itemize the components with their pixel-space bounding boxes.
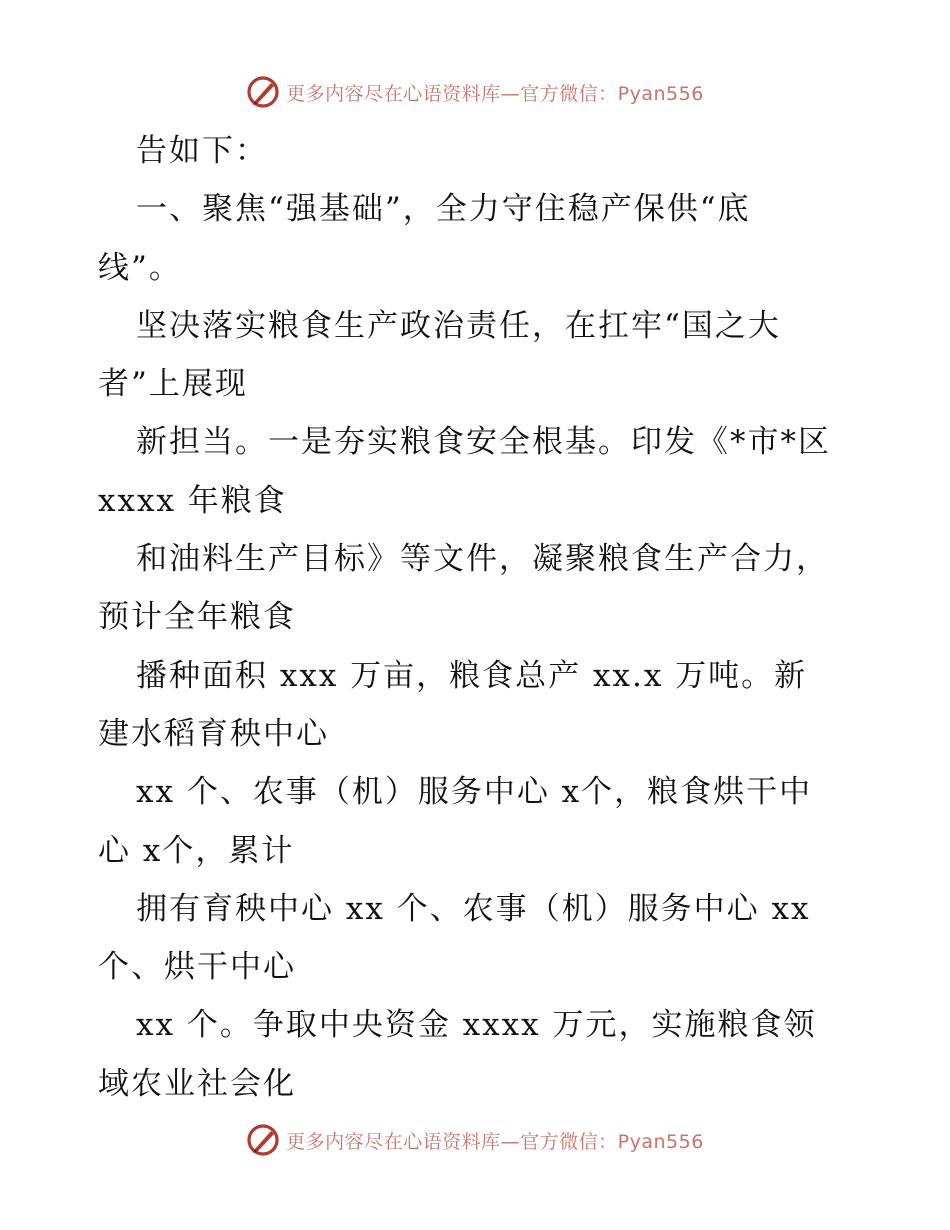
text-line: xx 个、农事（机）服务中心 x个，粮食烘干中 [136, 774, 813, 811]
text-line: 和油料生产目标》等文件，凝聚粮食生产合力， [136, 541, 829, 578]
header-watermark [0, 70, 950, 114]
text-line: 心 x个，累计 [98, 832, 295, 869]
text-line: 个、烘干中心 [98, 949, 296, 986]
document-body [98, 122, 858, 1113]
text-line: 播种面积 xxx 万亩，粮食总产 xx.x 万吨。新 [136, 657, 808, 694]
watermark-text: 更多内容尽在心语资料库—官方微信：Pyan556 [286, 82, 704, 105]
text-line: 告如下： [136, 133, 268, 169]
watermark-text: 更多内容尽在心语资料库—官方微信：Pyan556 [286, 1130, 704, 1153]
text-line: 建水稻育秧中心 [98, 715, 329, 752]
text-line: 一、聚焦“强基础”，全力守住稳产保供“底 [136, 191, 751, 228]
pen-logo-icon [246, 75, 280, 109]
text-line: xxxx 年粮食 [98, 482, 287, 519]
text-line: xx 个。争取中央资金 xxxx 万元，实施粮食领 [136, 1007, 817, 1044]
text-line: 预计全年粮食 [98, 599, 296, 636]
text-line: 拥有育秧中心 xx 个、农事（机）服务中心 xx [136, 890, 811, 927]
pen-logo-icon [246, 1123, 280, 1157]
text-line: 线”。 [98, 249, 182, 286]
text-line: 坚决落实粮食生产政治责任，在扛牢“国之大 [136, 307, 781, 344]
text-line: 新担当。一是夯实粮食安全根基。印发《*市*区 [136, 424, 831, 461]
footer-watermark [0, 1118, 950, 1162]
text-line: 者”上展现 [98, 366, 248, 403]
text-line: 域农业社会化 [98, 1065, 296, 1102]
